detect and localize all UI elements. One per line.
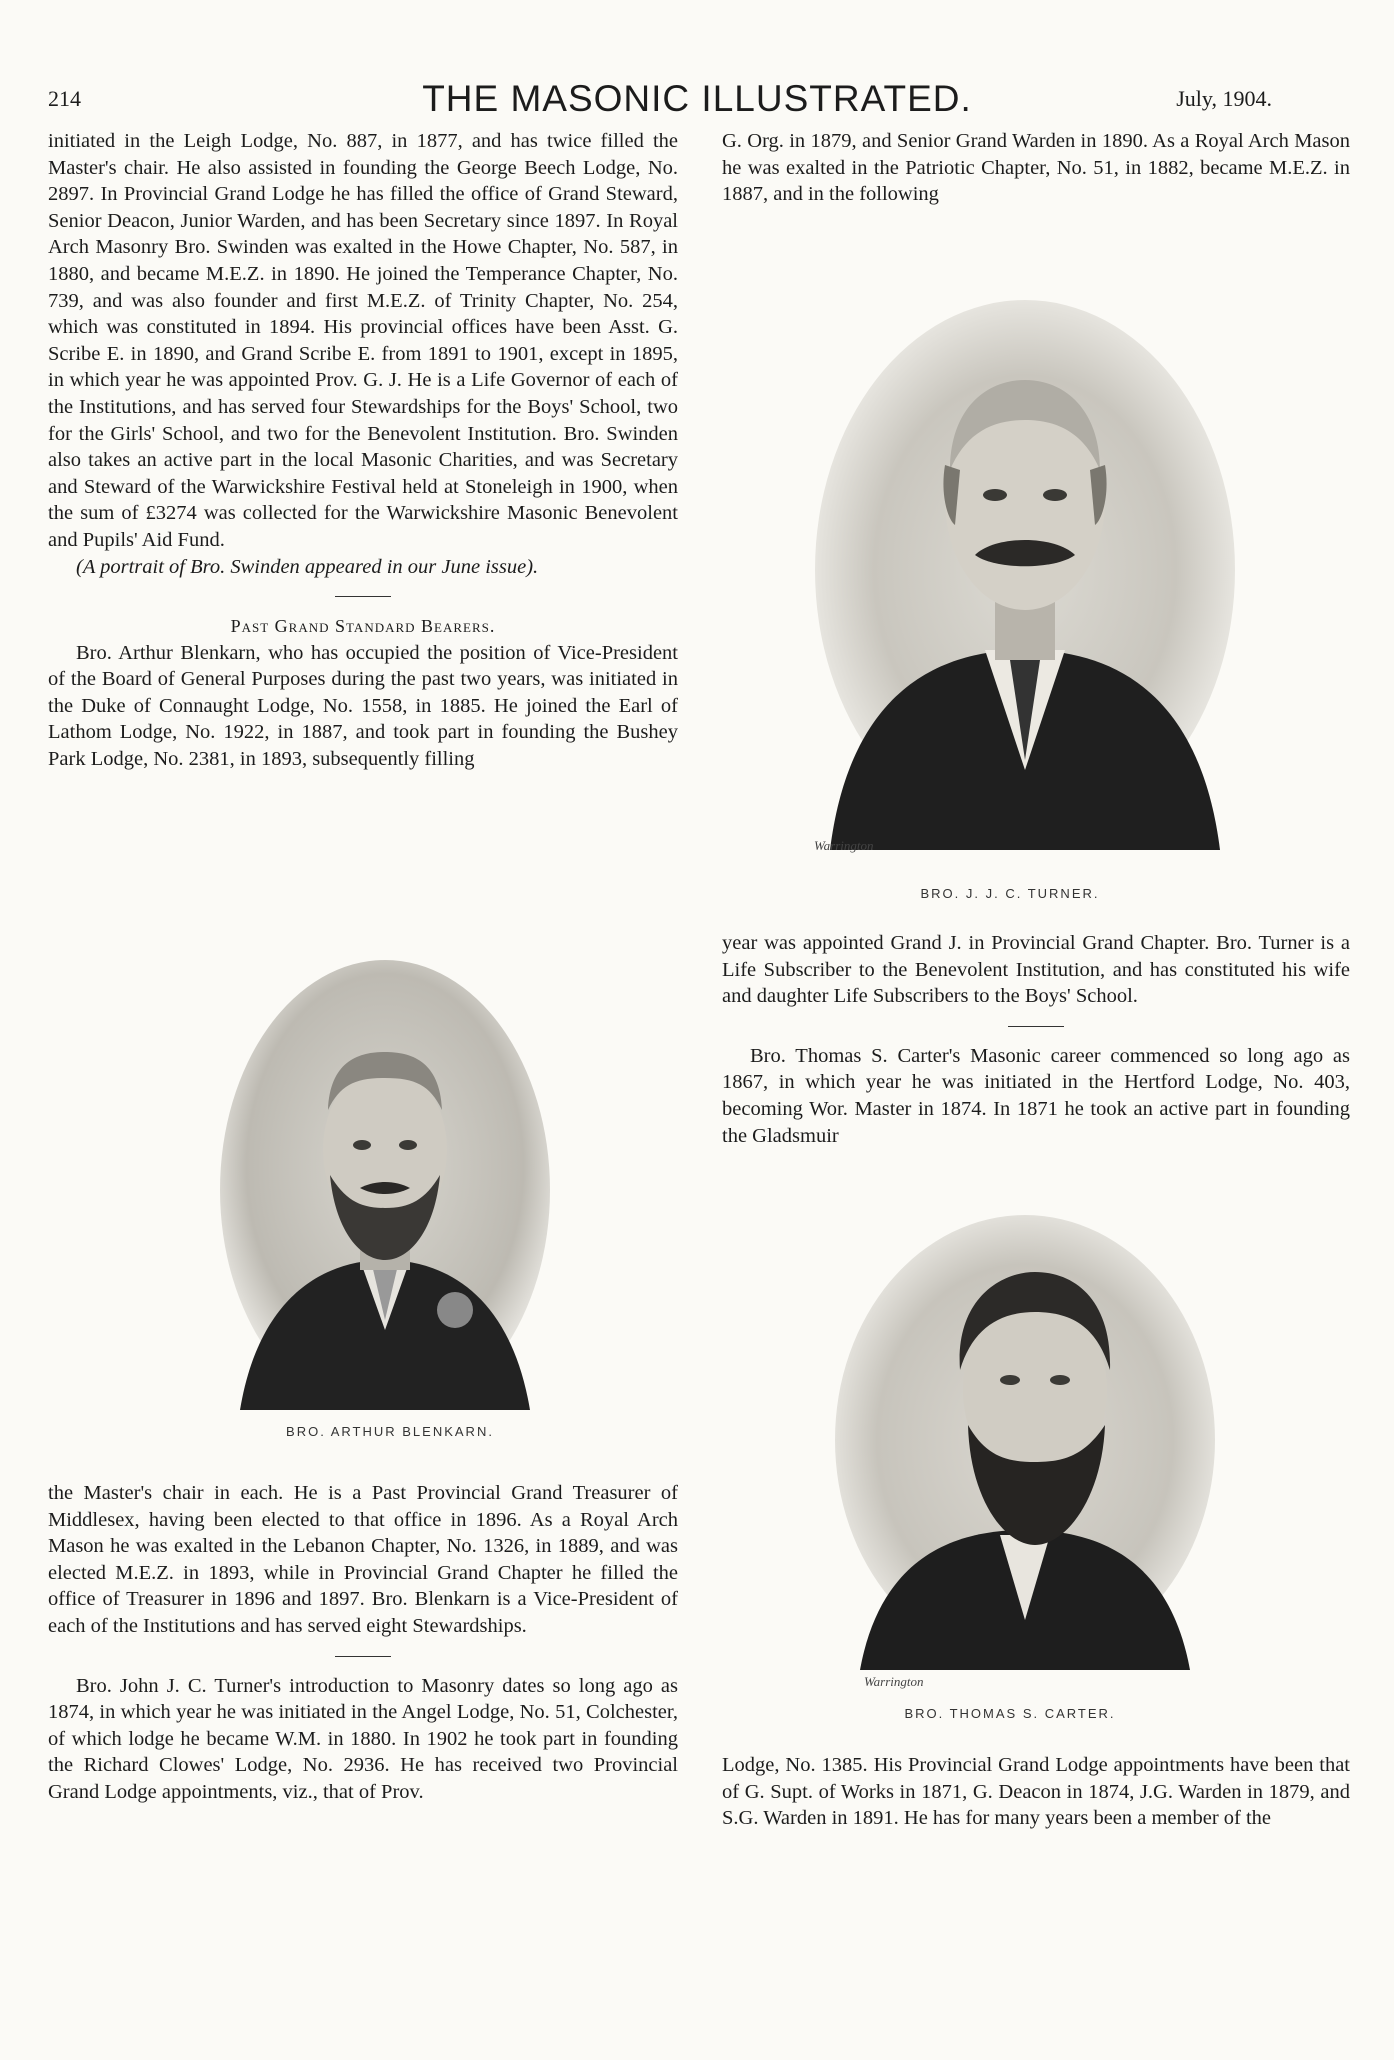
carter-continued-paragraph: Lodge, No. 1385. His Provincial Grand Lodge appointments have been that of G. Supt. of Works in 1871, G. Deacon in 1874, J.G. Warden in 1879, and S.G. Warden in 1891. He has for many years been a member of the [722,1754,1350,1830]
credit-turner: Warrington [814,838,874,853]
blenkarn-paragraph: Bro. Arthur Blenkarn, who has occupied the position of Vice-President of the Board of General Purposes during the past two years, was initiated in the Duke of Connaught Lodge, No. 1558, in 1885. He joined the Earl of Lathom Lodge, No. 1922, in 1887, and took part in founding the Bushey Park Lodge, No. 2381, in 1893, subsequently filling [48,641,678,771]
turner-subscriber-paragraph: year was appointed Grand J. in Provincial Grand Chapter. Bro. Turner is a Life Subscriber to the Benevolent Institution, and has constituted his wife and daughter Life Subscribers to the Boys' School. [722,932,1350,1008]
caption-blenkarn: BRO. ARTHUR BLENKARN. [286,1424,494,1439]
page-number: 214 [48,86,81,111]
portrait-turner [790,270,1260,850]
page-header [0,58,1394,118]
left-column-top [48,128,678,773]
right-column-mid [722,930,1350,1149]
turner-engraving [790,270,1260,850]
right-column-top [722,128,1350,208]
portrait-blenkarn [220,960,550,1410]
issue-date: July, 1904. [1176,86,1272,111]
caption-carter: BRO. THOMAS S. CARTER. [904,1706,1116,1721]
portrait-note: (A portrait of Bro. Swinden appeared in our June issue). [76,555,539,578]
blenkarn-engraving [220,960,550,1410]
turner-continued-paragraph: G. Org. in 1879, and Senior Grand Warden in 1890. As a Royal Arch Mason he was exalted in the Patriotic Chapter, No. 51, in 1882, became M.E.Z. in 1887, and in the following [722,130,1350,206]
carter-engraving [820,1200,1230,1670]
section-heading: Past Grand Standard Bearers. [230,616,496,637]
left-column-bottom [48,1480,678,1806]
caption-turner: BRO. J. J. C. TURNER. [920,886,1100,901]
turner-paragraph: Bro. John J. C. Turner's introduction to Masonry dates so long ago as 1874, in which year he was initiated in the Angel Lodge, No. 51, Colchester, of which lodge he became W.M. in 1880. In 1902 he took part in founding the Richard Clowes' Lodge, No. 2936. He has received two Provincial Grand Lodge appointments, viz., that of Prov. [48,1674,678,1803]
swinden-paragraph: initiated in the Leigh Lodge, No. 887, in 1877, and has twice filled the Master's chair. He also assisted in founding the George Beech Lodge, No. 2897. In Provincial Grand Lodge he has filled the office of Grand Steward, Senior Deacon, Junior Warden, and has been Secretary since 1897. In Royal Arch Masonry Bro. Swinden was exalted in the Howe Chapter, No. 587, in 1880, and became M.E.Z. in 1890. He joined the Temperance Chapter, No. 739, and was also founder and first M.E.Z. of Trinity Chapter, No. 254, which was constituted in 1894. His provincial offices have been Asst. G. Scribe E. in 1890, and Grand Scribe E. from 1891 to 1901, except in 1895, in which year he was appointed Prov. G. J. He is a Life Governor of each of the Institutions, and has served four Stewardships for the Boys' School, two for the Girls' School, and two for the Benevolent Institution. Bro. Swinden also takes an active part in the local Masonic Charities, and was Secretary and Steward of the Warwickshire Festival held at Stoneleigh in 1900, when the sum of £3274 was collected for the Warwickshire Masonic Benevolent and Pupils' Aid Fund. [48,130,678,551]
carter-paragraph: Bro. Thomas S. Carter's Masonic career commenced so long ago as 1867, in which year he was initiated in the Hertford Lodge, No. 403, becoming Wor. Master in 1874. In 1871 he took an active part in founding the Gladsmuir [722,1044,1350,1147]
section-divider [335,1656,391,1657]
blenkarn-continued-paragraph: the Master's chair in each. He is a Past Provincial Grand Treasurer of Middlesex, having been elected to that office in 1896. As a Royal Arch Mason he was exalted in the Lebanon Chapter, No. 1326, in 1889, and was elected M.E.Z. in 1893, while in Provincial Grand Chapter he filled the office of Treasurer in 1896 and 1897. Bro. Blenkarn is a Vice-President of each of the Institutions and has served eight Stewardships. [48,1482,678,1637]
section-divider [1008,1026,1064,1027]
right-column-bottom [722,1752,1350,1832]
section-divider [335,596,391,597]
portrait-carter [820,1200,1230,1670]
credit-carter: Warrington [864,1674,924,1689]
page-title: THE MASONIC ILLUSTRATED. [422,78,972,119]
